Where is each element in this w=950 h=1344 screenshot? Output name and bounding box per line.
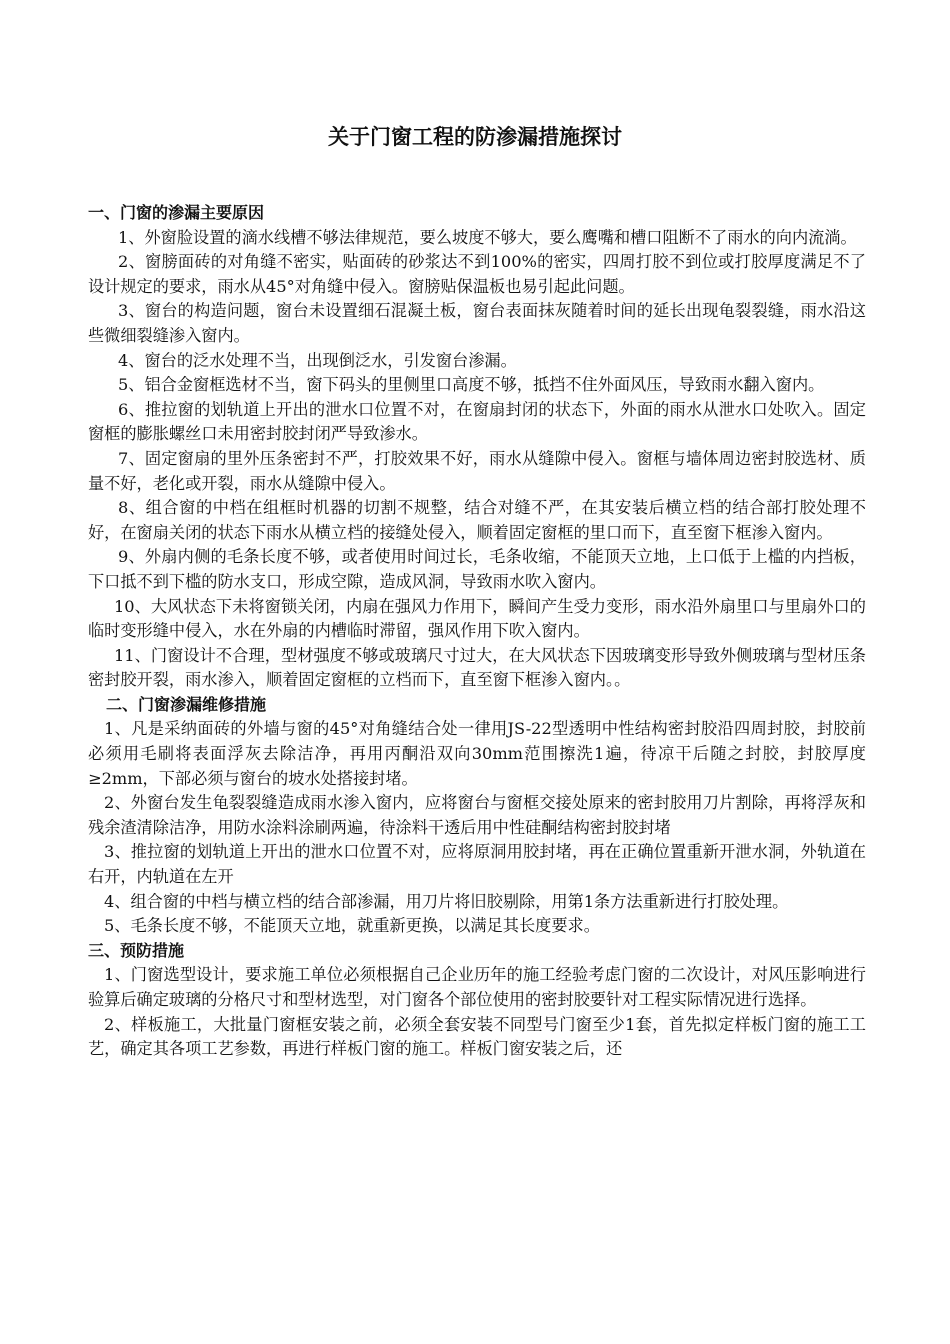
document-title: 关于门窗工程的防渗漏措施探讨 bbox=[328, 125, 622, 149]
section-heading-causes: 一、门窗的渗漏主要原因 bbox=[88, 203, 265, 222]
section-heading-prevention: 三、预防措施 bbox=[88, 940, 185, 960]
paragraph: 4、组合窗的中档与横立档的结合部渗漏，用刀片将旧胶剔除，用第1条方法重新进行打胶处理。 bbox=[104, 891, 789, 911]
paragraph: 5、铝合金窗框选材不当，窗下码头的里侧里口高度不够，抵挡不住外面风压，导致雨水翻入窗内。 bbox=[118, 375, 825, 395]
paragraph: 11、门窗设计不合理，型材强度不够或玻璃尺寸过大，在大风状态下因玻璃变形导致外侧玻璃与型材压条密封胶开裂，雨水渗入，顺着固定窗框的立档而下，直至窗下框渗入窗内。。 bbox=[88, 645, 866, 690]
paragraph: 1、凡是采纳面砖的外墙与窗的45°对角缝结合处一律用JS-22型透明中性结构密封胶沿四周封胶，封胶前必须用毛刷将表面浮灰去除洁净，再用丙酮沿双向30mm范围擦洗1遍，待凉干后随之封胶，封胶厚度≥2mm，下部必须与窗台的坡水处搭接封堵。 bbox=[88, 719, 866, 788]
paragraph: 2、外窗台发生龟裂裂缝造成雨水渗入窗内，应将窗台与窗框交接处原来的密封胶用刀片割除，再将浮灰和残余渣清除洁净，用防水涂料涂刷两遍，待涂料干透后用中性硅酮结构密封胶封堵 bbox=[88, 793, 866, 837]
paragraph: 3、窗台的构造问题，窗台未设置细石混凝土板，窗台表面抹灰随着时间的延长出现龟裂裂缝，雨水沿这些微细裂缝渗入窗内。 bbox=[88, 301, 866, 345]
paragraph: 2、窗膀面砖的对角缝不密实，贴面砖的砂浆达不到100%的密实，四周打胶不到位或打胶厚度满足不了设计规定的要求，雨水从45°对角缝中侵入。窗膀贴保温板也易引起此问题。 bbox=[88, 252, 866, 296]
paragraph: 9、外扇内侧的毛条长度不够，或者使用时间过长，毛条收缩，不能顶天立地，上口低于上槛的内挡板，下口抵不到下槛的防水支口，形成空隙，造成风洞，导致雨水吹入窗内。 bbox=[88, 547, 866, 591]
paragraph: 7、固定窗扇的里外压条密封不严，打胶效果不好，雨水从缝隙中侵入。窗框与墙体周边密封胶选材、质量不好，老化或开裂，雨水从缝隙中侵入。 bbox=[88, 448, 866, 493]
paragraph: 8、组合窗的中档在组框时机器的切割不规整，结合对缝不严，在其安装后横立档的结合部打胶处理不好，在窗扇关闭的状态下雨水从横立档的接缝处侵入，顺着固定窗框的里口而下，直至窗下框渗入窗内。 bbox=[88, 498, 866, 542]
paragraph: 5、毛条长度不够，不能顶天立地，就重新更换，以满足其长度要求。 bbox=[104, 916, 600, 936]
paragraph: 2、样板施工，大批量门窗框安装之前，必须全套安装不同型号门窗至少1套，首先拟定样板门窗的施工工艺，确定其各项工艺参数，再进行样板门窗的施工。样板门窗安装之后，还 bbox=[88, 1014, 866, 1059]
paragraph: 1、外窗脸设置的滴水线槽不够法律规范，要么坡度不够大，要么鹰嘴和槽口阻断不了雨水的向内流淌。 bbox=[118, 227, 857, 247]
document-body bbox=[88, 201, 866, 1062]
paragraph: 1、门窗选型设计，要求施工单位必须根据自己企业历年的施工经验考虑门窗的二次设计，对风压影响进行验算后确定玻璃的分格尺寸和型材选型，对门窗各个部位使用的密封胶要针对工程实际情况进行选择。 bbox=[88, 965, 866, 1009]
paragraph: 3、推拉窗的划轨道上开出的泄水口位置不对，应将原洞用胶封堵，再在正确位置重新开泄水洞，外轨道在右开，内轨道在左开 bbox=[88, 842, 866, 887]
paragraph: 4、窗台的泛水处理不当，出现倒泛水，引发窗台渗漏。 bbox=[118, 350, 517, 370]
paragraph: 10、大风状态下未将窗锁关闭，内扇在强风力作用下，瞬间产生受力变形，雨水沿外扇里口与里扇外口的临时变形缝中侵入，水在外扇的内槽临时滞留，强风作用下吹入窗内。 bbox=[88, 596, 866, 641]
paragraph: 6、推拉窗的划轨道上开出的泄水口位置不对，在窗扇封闭的状态下，外面的雨水从泄水口处吹入。固定窗框的膨胀螺丝口未用密封胶封闭严导致渗水。 bbox=[88, 399, 866, 444]
section-heading-repair: 二、门窗渗漏维修措施 bbox=[106, 694, 267, 714]
